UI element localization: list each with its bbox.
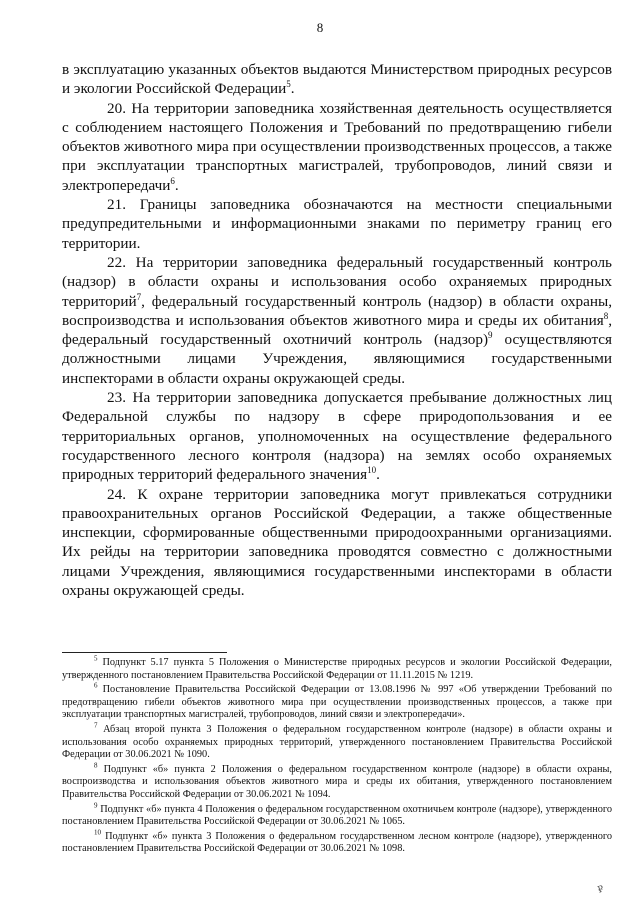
paragraph-text: 24. К охране территории заповедника могут привлекаться сотрудники правоохранительных органов Российской Федерации, а также общественные инспекции, сформированные общественными природоохранными организациями. Их рейды на территории заповедника проводятся совместно с должностными лицами Учреждения, являющимися государственными инспекторами в области охраны окружающей среды. — [62, 485, 612, 600]
footnote-text: Подпункт «б» пункта 2 Положения о федеральном государственном контроле (надзоре) в области охраны, воспроизводства и использования объектов животного мира и среды их обитания, утвержденного постановлением Правительства Российской Федерации от 30.06.2021 № 1094. — [62, 763, 612, 800]
paragraph-continuation — [62, 60, 612, 99]
footnote-number: 5 — [94, 654, 98, 663]
footnote-number: 10 — [94, 828, 101, 837]
paragraph-text: , федеральный государственный охотничий контроль (надзор) — [62, 311, 612, 349]
footnote-number: 9 — [94, 801, 98, 810]
footnote-9 — [62, 801, 612, 829]
footnote-ref: 9 — [488, 330, 493, 341]
paragraph-text: , федеральный государственный контроль (надзор) в области охраны, воспроизводства и использования объектов животного мира и среды их обитания — [62, 292, 612, 329]
footnote-number: 6 — [94, 681, 98, 690]
footnote-ref: 10 — [367, 465, 377, 476]
page-number: 8 — [316, 20, 324, 35]
paragraph-text-end: . — [174, 176, 179, 194]
paragraph-text: 20. На территории заповедника хозяйственная деятельность осуществляется с соблюдением настоящего Положения и Требований по предотвращению гибели объектов животного мира при осуществлении производственных процессов, а также при эксплуатации транспортных магистралей, трубопроводов, линий связи и электропередачи — [62, 99, 612, 194]
footnote-5 — [62, 654, 612, 682]
paragraph-text: 22. На территории заповедника федеральный государственный контроль (надзор) в области охраны и использования особо охраняемых природных территорий — [62, 253, 612, 310]
footnote-text: Абзац второй пункта 3 Положения о федеральном государственном контроле (надзоре) в области охраны и использования особо охраняемых природных территорий, утвержденного постановлением Правительства Российской Федерации от 30.06.2021 № 1090. — [62, 723, 612, 761]
paragraph-20 — [62, 99, 612, 195]
footnote-ref: 6 — [170, 175, 175, 186]
footnote-7 — [62, 721, 612, 762]
footnote-ref: 5 — [286, 79, 291, 90]
body-text — [62, 60, 612, 600]
footnote-number: 8 — [94, 761, 98, 770]
paragraph-text: осуществляются должностными лицами Учреждения, являющимися государственными инспекторами в области охраны окружающей среды. — [62, 331, 613, 387]
footnote-10 — [62, 828, 612, 856]
corner-handwritten-mark: ₽ — [596, 883, 606, 895]
footnote-ref: 7 — [136, 291, 142, 302]
paragraph-22 — [62, 253, 612, 388]
paragraph-text: 21. Границы заповедника обозначаются на местности специальными предупредительными и информационными знаками по периметру границ его территории. — [62, 196, 612, 252]
footnote-separator — [62, 652, 227, 653]
paragraph-text-end: . — [290, 80, 295, 98]
paragraph-text: в эксплуатацию указанных объектов выдаются Министерством природных ресурсов и экологии Российской Федерации — [62, 61, 612, 98]
footnote-text: Подпункт «б» пункта 4 Положения о федеральном государственном охотничьем контроле (надзоре), утвержденного постановлением Правительства Российской Федерации от 30.06.2021 № 1065. — [62, 803, 612, 828]
paragraph-text-end: . — [376, 466, 380, 484]
footnote-text: Постановление Правительства Российской Федерации от 13.08.1996 № 997 «Об утверждении Требований по предотвращению гибели объектов животного мира при осуществлении производственных процессов, а также при эксплуатации транспортных магистралей, трубопроводов, линий связи и электропередачи». — [62, 684, 612, 721]
footnote-number: 7 — [94, 721, 98, 730]
paragraph-24 — [62, 485, 612, 601]
paragraph-23 — [62, 388, 612, 484]
footnote-text: Подпункт «б» пункта 3 Положения о федеральном государственном лесном контроле (надзоре), утвержденного постановлением Правительства Российской Федерации от 30.06.2021 № 1098. — [62, 830, 612, 855]
footnotes — [62, 654, 612, 858]
footnote-text: Подпункт 5.17 пункта 5 Положения о Министерстве природных ресурсов и экологии Российской Федерации, утвержденного постановлением Правительства Российской Федерации от 11.11.2015 № 1219. — [62, 657, 612, 681]
footnote-8 — [62, 761, 612, 802]
paragraph-text: 23. На территории заповедника допускается пребывание должностных лиц Федеральной службы по надзору в сфере природопользования и ее территориальных органов, уполномоченных на осуществление федерального государственного лесного контроля (надзора) на землях особо охраняемых природных территорий федерального значения — [62, 389, 612, 484]
footnote-6 — [62, 681, 612, 722]
footnote-ref: 8 — [603, 310, 609, 321]
paragraph-21 — [62, 195, 612, 253]
